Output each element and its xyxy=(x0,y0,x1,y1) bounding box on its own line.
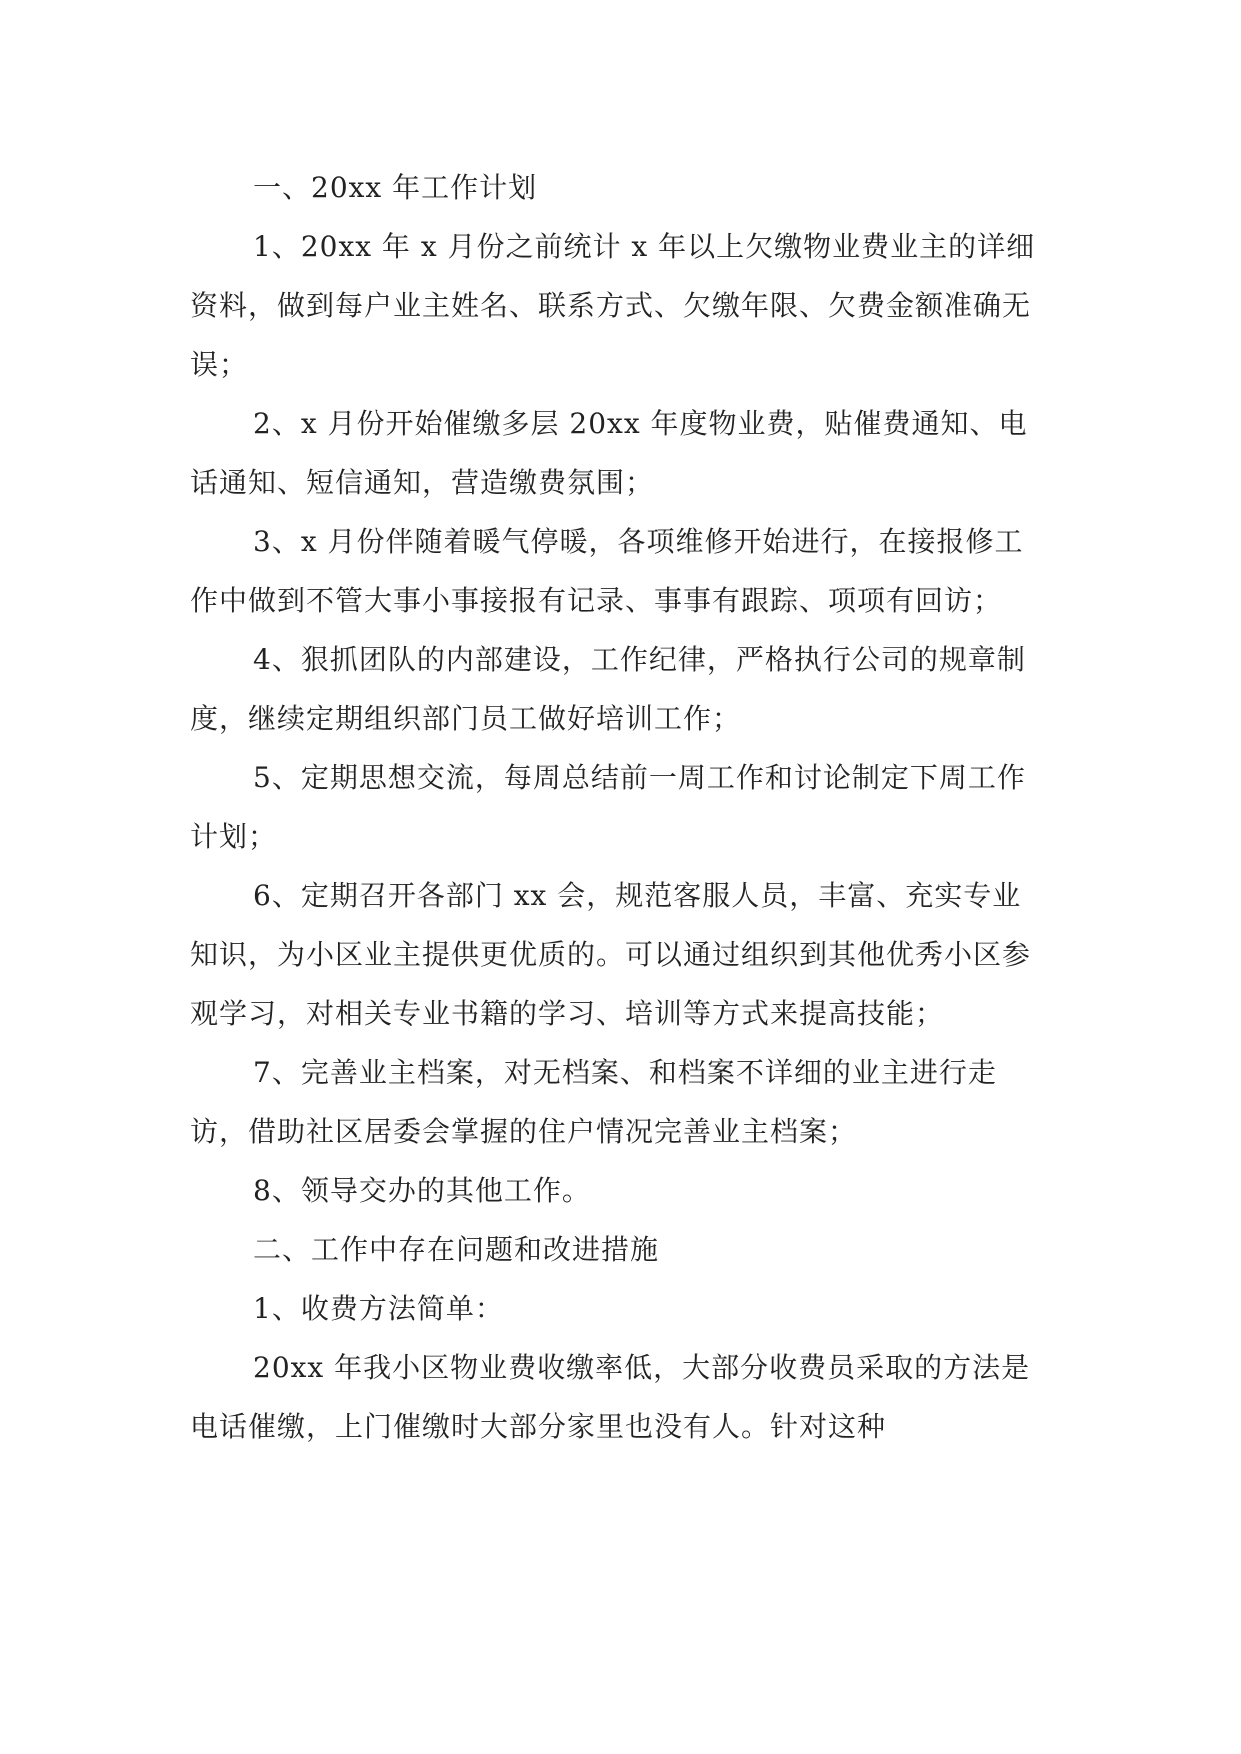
problem-item-1-body: 20xx 年我小区物业费收缴率低，大部分收费员采取的方法是电话催缴，上门催缴时大部分家里也没有人。针对这种 xyxy=(190,1351,1031,1443)
plan-item-8: 8、领导交办的其他工作。 xyxy=(253,1174,591,1207)
plan-item-3: 3、x 月份伴随着暖气停暖，各项维修开始进行，在接报修工作中做到不管大事小事接报有记录、事事有跟踪、项项有回访； xyxy=(190,525,1024,617)
plan-item-7: 7、完善业主档案，对无档案、和档案不详细的业主进行走访，借助社区居委会掌握的住户情况完善业主档案； xyxy=(190,1056,997,1148)
plan-item-5: 5、定期思想交流，每周总结前一周工作和讨论制定下周工作计划； xyxy=(190,761,1026,853)
problem-item-1-title: 1、收费方法简单： xyxy=(253,1292,504,1325)
plan-item-4: 4、狠抓团队的内部建设，工作纪律，严格执行公司的规章制度，继续定期组织部门员工做好培训工作； xyxy=(190,643,1026,735)
section-heading-work-plan: 一、20xx 年工作计划 xyxy=(253,171,538,204)
plan-item-2: 2、x 月份开始催缴多层 20xx 年度物业费，贴催费通知、电话通知、短信通知，营造缴费氛围； xyxy=(190,407,1028,499)
document-body xyxy=(190,158,1050,1456)
plan-item-1: 1、20xx 年 x 月份之前统计 x 年以上欠缴物业费业主的详细资料，做到每户业主姓名、联系方式、欠缴年限、欠费金额准确无误； xyxy=(190,230,1036,381)
plan-item-6: 6、定期召开各部门 xx 会，规范客服人员，丰富、充实专业知识，为小区业主提供更优质的。可以通过组织到其他优秀小区参观学习，对相关专业书籍的学习、培训等方式来提高技能； xyxy=(190,879,1032,1030)
section-heading-problems: 二、工作中存在问题和改进措施 xyxy=(253,1233,660,1266)
